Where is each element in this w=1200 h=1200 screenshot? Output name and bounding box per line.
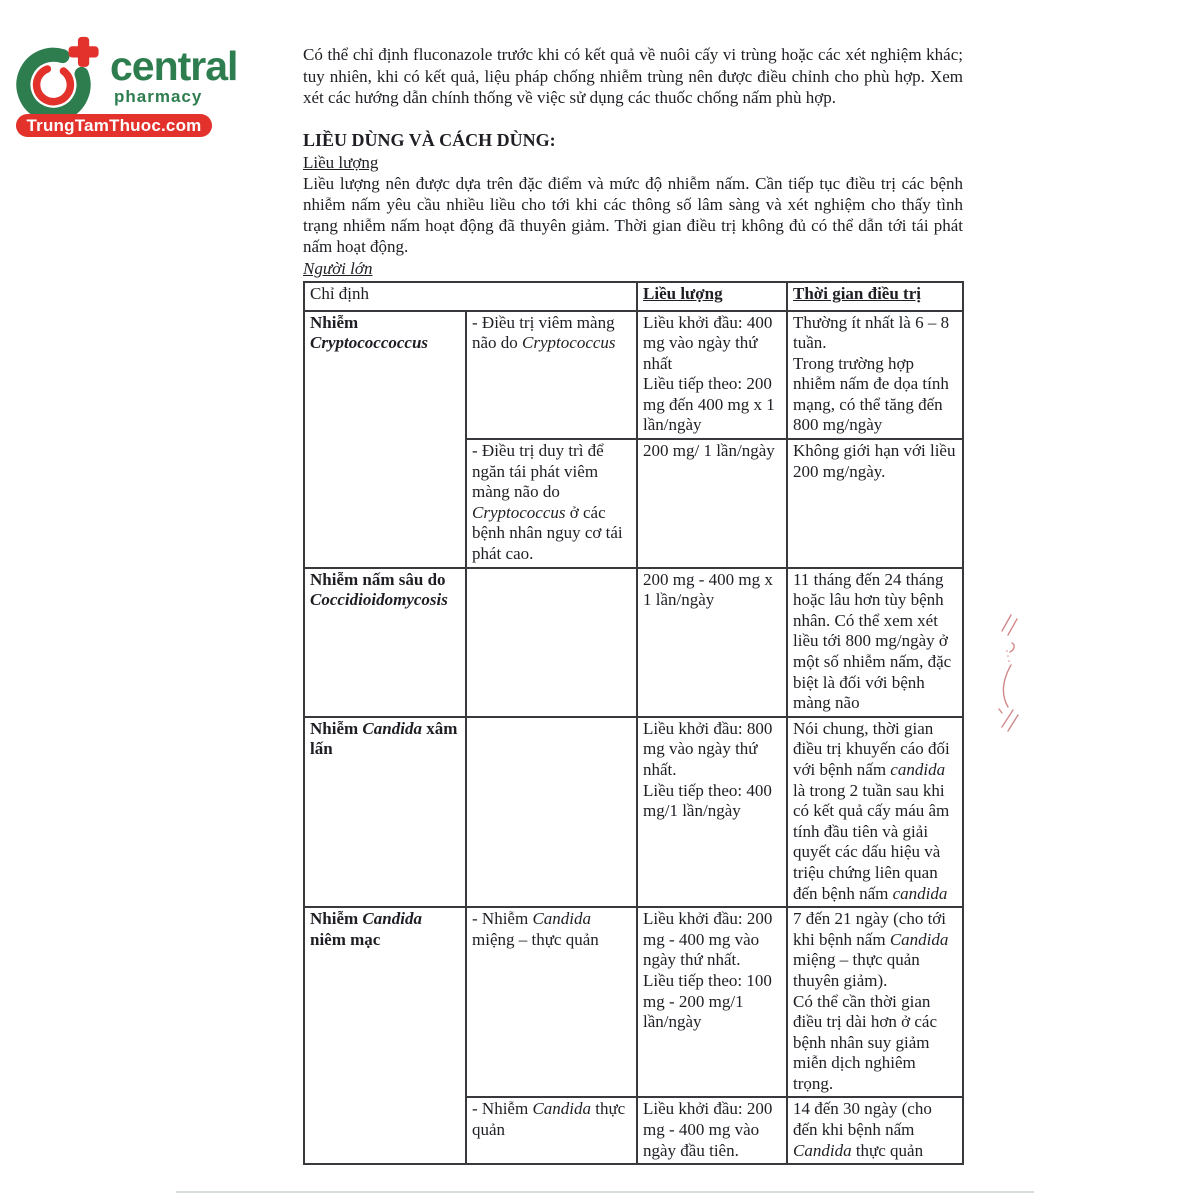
table-row bbox=[304, 311, 963, 440]
header-dose: Liều lượng bbox=[637, 282, 787, 311]
dosage-subheading: Liều lượng bbox=[303, 152, 379, 172]
section-heading: LIỀU DÙNG VÀ CÁCH DÙNG: bbox=[303, 129, 556, 150]
cell-indication: Nhiễm Candida niêm mạc bbox=[304, 907, 466, 1164]
cell-indication: Nhiễm Cryptococcoccus bbox=[304, 311, 466, 568]
cell-dose: Liều khởi đầu: 200 mg - 400 mg vào ngày thứ nhất. Liều tiếp theo: 100 mg - 200 mg/1 lần/ngày bbox=[637, 907, 787, 1097]
cell-indication: Nhiễm nấm sâu do Coccidioidomycosis bbox=[304, 568, 466, 717]
header-duration: Thời gian điều trị bbox=[787, 282, 963, 311]
table-row bbox=[304, 568, 963, 717]
header-indication: Chỉ định bbox=[304, 282, 637, 311]
adults-subheading: Người lớn bbox=[303, 258, 373, 278]
handwritten-annotation bbox=[992, 605, 1038, 735]
logo-sub-text: pharmacy bbox=[114, 87, 203, 106]
cell-sub-indication bbox=[466, 568, 637, 717]
cell-dose: 200 mg - 400 mg x 1 lần/ngày bbox=[637, 568, 787, 717]
central-pharmacy-logo bbox=[14, 30, 294, 145]
cell-sub-indication: - Điều trị viêm màng não do Cryptococcus bbox=[466, 311, 637, 440]
table-row bbox=[304, 907, 963, 1097]
cell-sub-indication: - Nhiễm Candida miệng – thực quản bbox=[466, 907, 637, 1097]
intro-paragraph: Có thể chỉ định fluconazole trước khi có kết quả về nuôi cấy vi trùng hoặc các xét nghiệm khác; tuy nhiên, khi có kết quả, liệu pháp chống nhiễm trùng nên được điều chỉnh cho phù hợp. Xem xét các hướng dẫn chính thống về việc sử dụng các thuốc chống nấm phù hợp. bbox=[303, 45, 963, 107]
cell-duration: Không giới hạn với liều 200 mg/ngày. bbox=[787, 439, 963, 568]
cell-sub-indication: - Nhiễm Candida thực quản bbox=[466, 1097, 637, 1164]
cell-dose: Liều khởi đầu: 200 mg - 400 mg vào ngày đầu tiên. bbox=[637, 1097, 787, 1164]
dosage-paragraph: Liều lượng nên được dựa trên đặc điểm và mức độ nhiễm nấm. Cần tiếp tục điều trị các bệnh nhiễm nấm yêu cầu nhiều liều cho tới khi các thông số lâm sàng và xét nghiệm cho thấy tình trạng nhiễm nấm hoạt động đã thuyên giảm. Thời gian điều trị không đủ có thể dẫn tới tái phát nấm hoạt động. bbox=[303, 173, 963, 256]
cell-dose: Liều khởi đầu: 400 mg vào ngày thứ nhất Liều tiếp theo: 200 mg đến 400 mg x 1 lần/ngày bbox=[637, 311, 787, 440]
logo-brand-text: central bbox=[110, 43, 238, 89]
cell-dose: Liều khởi đầu: 800 mg vào ngày thứ nhất. Liều tiếp theo: 400 mg/1 lần/ngày bbox=[637, 717, 787, 907]
dosage-table bbox=[303, 281, 964, 1166]
cell-duration: Nói chung, thời gian điều trị khuyến cáo đối với bệnh nấm candida là trong 2 tuần sau khi có kết quả cấy máu âm tính đầu tiên và giải quyết các dấu hiệu và triệu chứng liên quan đến bệnh nấm candida bbox=[787, 717, 963, 907]
cell-sub-indication: - Điều trị duy trì để ngăn tái phát viêm màng não do Cryptococcus ở các bệnh nhân nguy cơ tái phát cao. bbox=[466, 439, 637, 568]
scanner-edge-line bbox=[176, 1191, 1034, 1193]
cell-dose: 200 mg/ 1 lần/ngày bbox=[637, 439, 787, 568]
cell-duration: 14 đến 30 ngày (cho đến khi bệnh nấm Candida thực quản bbox=[787, 1097, 963, 1164]
cell-duration: Thường ít nhất là 6 – 8 tuần. Trong trường hợp nhiễm nấm đe dọa tính mạng, có thể tăng đến 800 mg/ngày bbox=[787, 311, 963, 440]
cell-indication: Nhiễm Candida xâm lấn bbox=[304, 717, 466, 907]
cell-sub-indication bbox=[466, 717, 637, 907]
trungtamthuoc-banner: TrungTamThuoc.com bbox=[16, 114, 212, 137]
table-row bbox=[304, 717, 963, 907]
cell-duration: 11 tháng đến 24 tháng hoặc lâu hơn tùy bệnh nhân. Có thể xem xét liều tới 800 mg/ngày ở một số nhiễm nấm, đặc biệt là đối với bệnh màng não bbox=[787, 568, 963, 717]
table-header-row bbox=[304, 282, 963, 311]
document-body bbox=[303, 0, 963, 1165]
cell-duration: 7 đến 21 ngày (cho tới khi bệnh nấm Candida miệng – thực quản thuyên giảm). Có thể cần thời gian điều trị dài hơn ở các bệnh nhân suy giảm miễn dịch nghiêm trọng. bbox=[787, 907, 963, 1097]
